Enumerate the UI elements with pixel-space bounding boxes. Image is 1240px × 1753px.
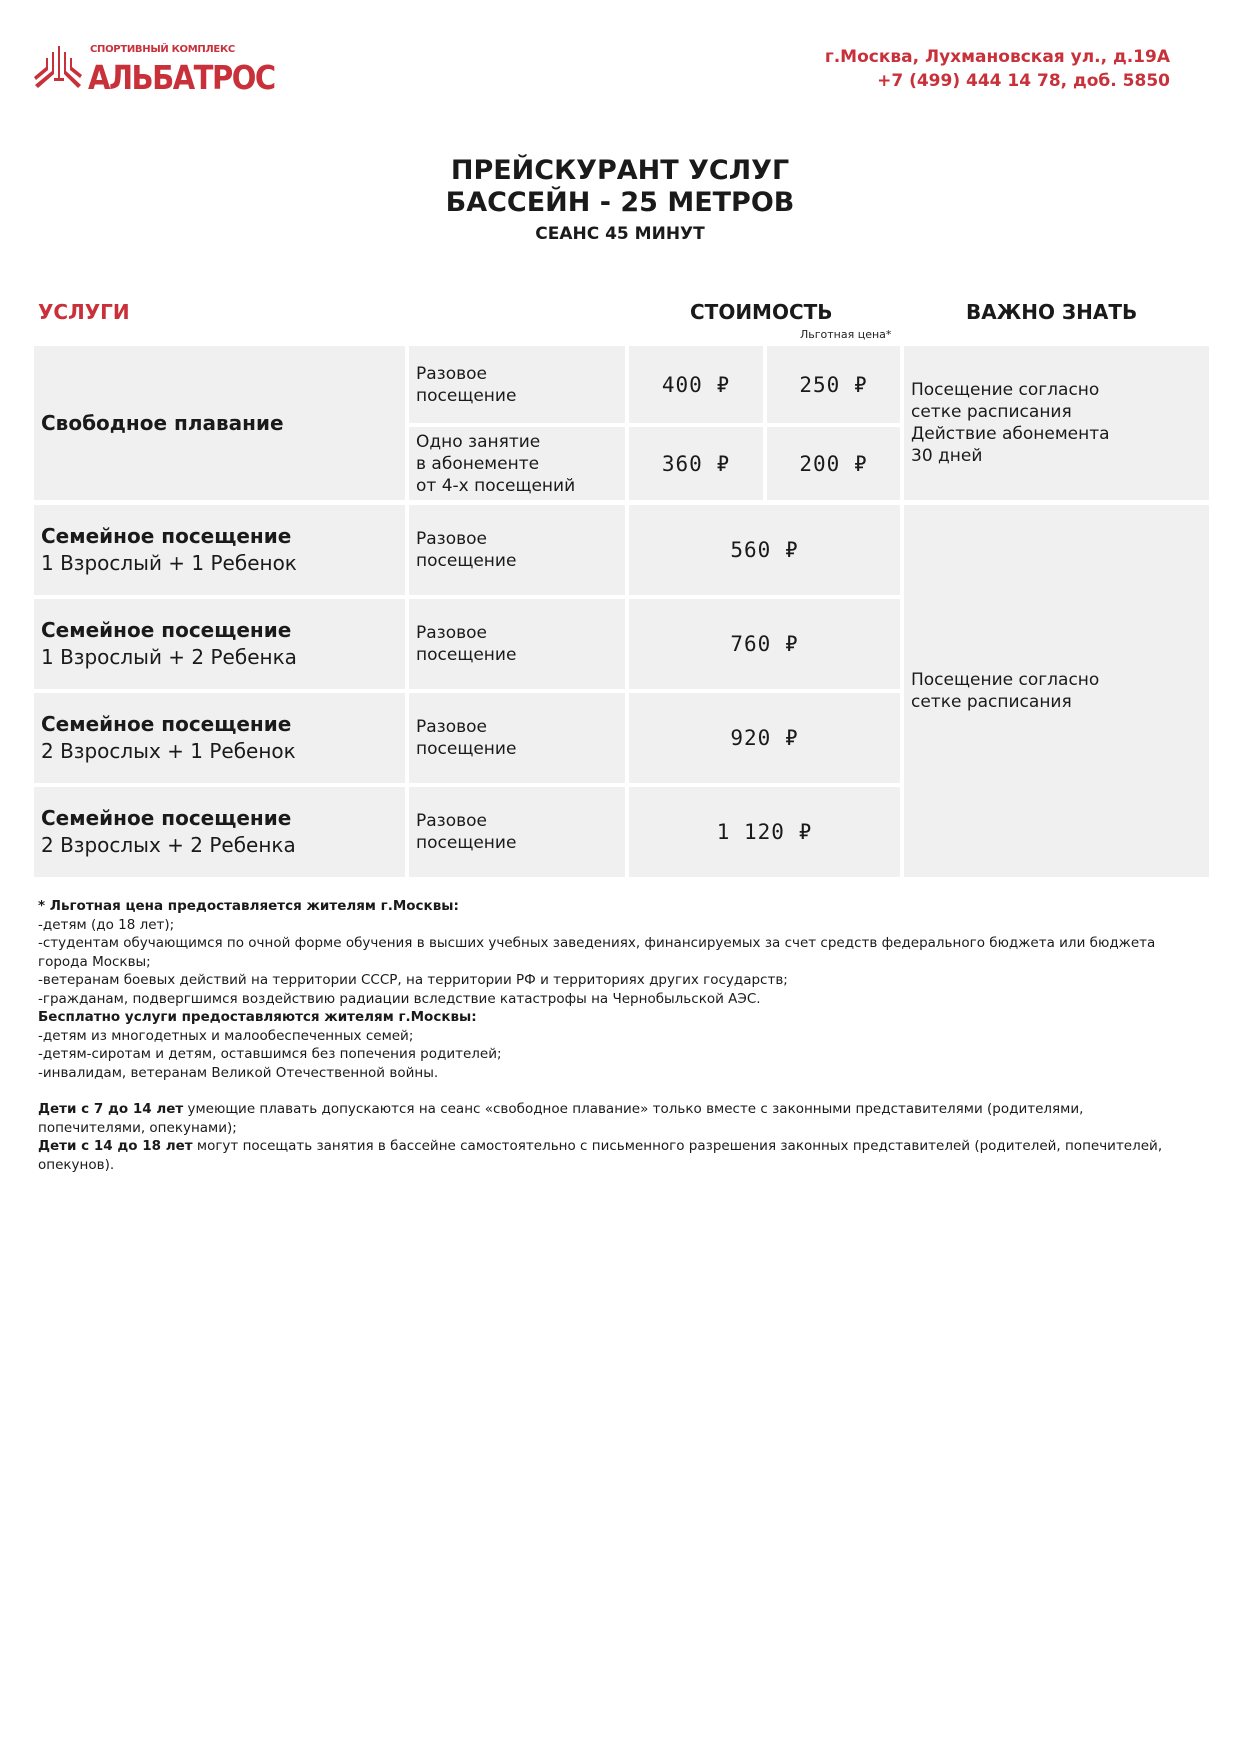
visit-type-single <box>409 787 625 877</box>
logo <box>34 44 275 98</box>
phone: +7 (499) 444 14 78, доб. 5850 <box>877 71 1170 91</box>
footnote-item: -детям из многодетных и малообеспеченных семей; <box>38 1027 414 1044</box>
price-cell: 760 ₽ <box>629 599 900 689</box>
service-subtitle: 1 Взрослый + 2 Ребенка <box>41 645 297 669</box>
footnote-item: -студентам обучающимся по очной форме обучения в высших учебных заведениях, финансируемых за счет средств федерального бюджета или бюджета города Москвы; <box>38 935 1156 970</box>
service-subtitle: 1 Взрослый + 1 Ребенок <box>41 551 297 575</box>
service-title: Свободное плавание <box>41 410 284 435</box>
note-line: 30 дней <box>911 446 983 466</box>
visit-type-line: в абонементе <box>416 453 540 474</box>
discount-price-cell: 200 ₽ <box>767 427 900 500</box>
visit-type-line: Разовое <box>416 811 487 831</box>
free-heading: Бесплатно услуги предоставляются жителям г.Москвы: <box>38 1009 477 1025</box>
service-subtitle: 2 Взрослых + 2 Ребенка <box>41 833 296 857</box>
note-line: сетке расписания <box>911 402 1072 422</box>
visit-type-line: от 4-х посещений <box>416 475 576 496</box>
visit-type-line: посещение <box>416 385 517 406</box>
service-family <box>34 787 405 877</box>
rule-children-14-18 <box>38 1137 1188 1174</box>
visit-type-single <box>409 346 625 423</box>
note-line: Посещение согласно <box>911 670 1100 690</box>
service-title: Семейное посещение <box>41 712 292 736</box>
header-services: УСЛУГИ <box>38 300 130 324</box>
logo-subtitle: СПОРТИВНЫЙ КОМПЛЕКС <box>90 44 235 55</box>
visit-type-line: Разовое <box>416 717 487 737</box>
logo-title: АЛЬБАТРОС <box>88 58 275 98</box>
visit-type-line: Разовое <box>416 529 487 549</box>
albatross-logo-icon <box>34 44 82 90</box>
service-free-swim <box>34 346 405 500</box>
price-cell: 1 120 ₽ <box>629 787 900 877</box>
header-discount-note: Льготная цена* <box>800 328 892 341</box>
visit-type-line: Разовое <box>416 623 487 643</box>
visit-type-line: Одно занятие <box>416 431 541 452</box>
service-subtitle: 2 Взрослых + 1 Ребенок <box>41 739 296 763</box>
rule-children-7-14 <box>38 1100 1188 1137</box>
visit-type-single <box>409 693 625 783</box>
title-line-3: СЕАНС 45 МИНУТ <box>535 224 705 244</box>
footnote-item: -ветеранам боевых действий на территории СССР, на территории РФ и территориях других государств; <box>38 972 788 988</box>
visit-type-subscription <box>409 427 625 500</box>
rule-bold: Дети с 14 до 18 лет <box>38 1138 193 1154</box>
service-title: Семейное посещение <box>41 618 292 642</box>
visit-type-line: посещение <box>416 833 517 853</box>
service-title: Семейное посещение <box>41 806 292 830</box>
service-family <box>34 505 405 595</box>
title-line-2: БАССЕЙН - 25 МЕТРОВ <box>445 187 795 218</box>
important-note-family <box>904 505 1209 877</box>
discount-price-cell: 250 ₽ <box>767 346 900 423</box>
note-line: Посещение согласно <box>911 380 1100 400</box>
rule-text: могут посещать занятия в бассейне самостоятельно с письменного разрешения законных представителей (родителей, попечителей, опекунов). <box>38 1138 1163 1173</box>
price-cell: 560 ₽ <box>629 505 900 595</box>
rule-bold: Дети с 7 до 14 лет <box>38 1101 184 1117</box>
contacts <box>825 45 1170 93</box>
note-line: Действие абонемента <box>911 424 1110 444</box>
visit-type-line: посещение <box>416 739 517 759</box>
visit-type-line: посещение <box>416 645 517 665</box>
service-title: Семейное посещение <box>41 524 292 548</box>
price-cell: 920 ₽ <box>629 693 900 783</box>
price-cell: 400 ₽ <box>629 346 763 423</box>
footnote-item: -гражданам, подвергшимся воздействию радиации вследствие катастрофы на Чернобыльской АЭС. <box>38 990 761 1007</box>
footnote-item: -детям (до 18 лет); <box>38 916 175 933</box>
price-cell: 360 ₽ <box>629 427 763 500</box>
visit-type-single <box>409 505 625 595</box>
service-family <box>34 693 405 783</box>
discount-heading: * Льготная цена предоставляется жителям г.Москвы: <box>38 898 459 914</box>
page-title <box>0 155 1240 247</box>
footnotes <box>38 897 1188 1174</box>
note-line: сетке расписания <box>911 692 1072 712</box>
visit-type-single <box>409 599 625 689</box>
important-note-free-swim <box>904 346 1209 500</box>
visit-type-line: Разовое <box>416 363 487 384</box>
header-important: ВАЖНО ЗНАТЬ <box>966 300 1138 324</box>
header-cost: СТОИМОСТЬ <box>690 300 833 324</box>
footnote-item: -инвалидам, ветеранам Великой Отечественной войны. <box>38 1064 439 1081</box>
footnote-item: -детям-сиротам и детям, оставшимся без попечения родителей; <box>38 1046 502 1062</box>
rule-text: умеющие плавать допускаются на сеанс «свободное плавание» только вместе с законными представителями (родителями, попечителями, опекунами); <box>38 1101 1084 1136</box>
address: г.Москва, Лухмановская ул., д.19А <box>824 47 1170 67</box>
visit-type-line: посещение <box>416 551 517 571</box>
service-family <box>34 599 405 689</box>
title-line-1: ПРЕЙСКУРАНТ УСЛУГ <box>450 155 790 186</box>
